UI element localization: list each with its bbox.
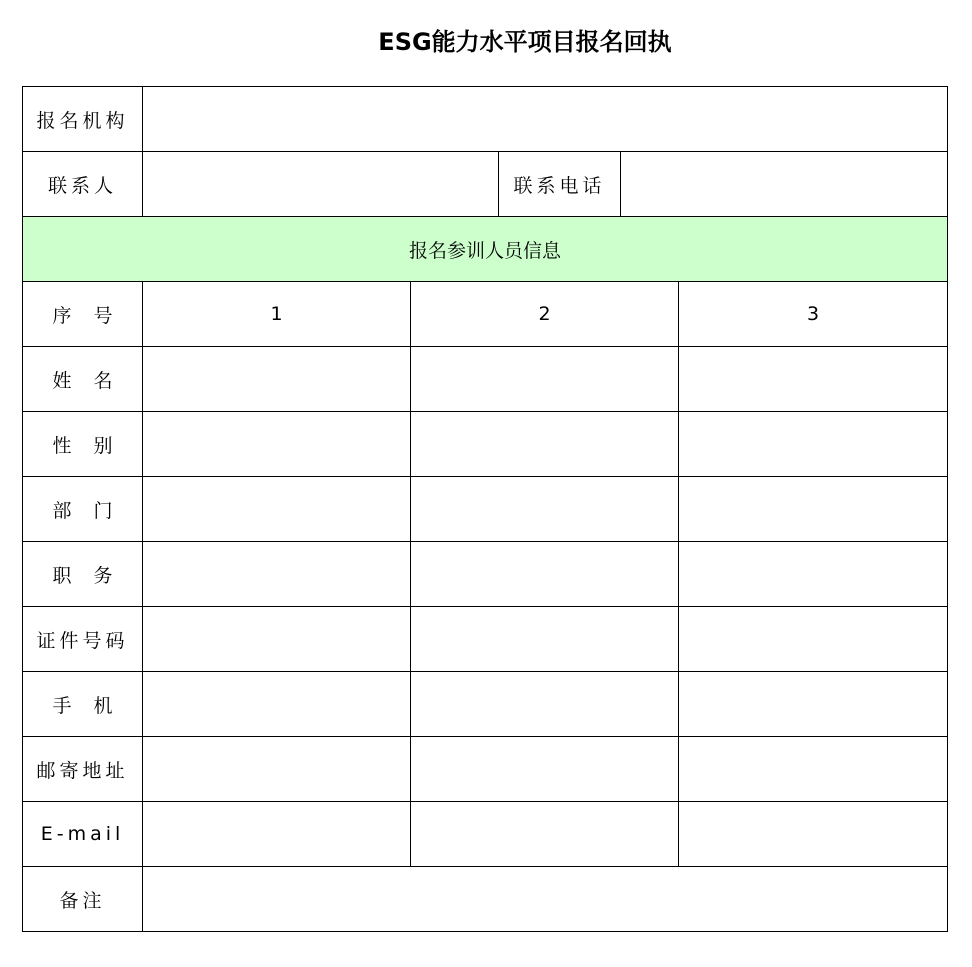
section-title: 报名参训人员信息	[23, 217, 948, 282]
phone-input-cell[interactable]	[621, 152, 948, 217]
field-label: 证件号码	[23, 607, 143, 672]
field-row	[23, 737, 948, 802]
field-input-cell-1[interactable]	[143, 412, 411, 477]
field-input-cell-2[interactable]	[411, 737, 679, 802]
page-title: ESG能力水平项目报名回执	[378, 28, 672, 56]
field-input-cell-1[interactable]	[143, 347, 411, 412]
org-row	[23, 87, 948, 152]
section-header-row	[23, 217, 948, 282]
field-label: 手机	[23, 672, 143, 737]
field-input-cell-1[interactable]	[143, 542, 411, 607]
field-input-cell-3[interactable]	[679, 347, 948, 412]
field-input-cell-3[interactable]	[679, 672, 948, 737]
col-number-1: 1	[143, 282, 411, 347]
field-label: 邮寄地址	[23, 737, 143, 802]
field-row	[23, 477, 948, 542]
field-row	[23, 607, 948, 672]
field-rows	[23, 347, 948, 867]
field-row	[23, 347, 948, 412]
field-row	[23, 542, 948, 607]
field-row	[23, 802, 948, 867]
field-row	[23, 412, 948, 477]
field-input-cell-1[interactable]	[143, 672, 411, 737]
field-input-cell-3[interactable]	[679, 477, 948, 542]
field-input-cell-1[interactable]	[143, 802, 411, 867]
field-label: 职务	[23, 542, 143, 607]
col-number-3: 3	[679, 282, 948, 347]
field-input-cell-3[interactable]	[679, 737, 948, 802]
field-input-cell-2[interactable]	[411, 412, 679, 477]
field-input-cell-3[interactable]	[679, 802, 948, 867]
seq-row	[23, 282, 948, 347]
field-input-cell-3[interactable]	[679, 607, 948, 672]
field-input-cell-2[interactable]	[411, 672, 679, 737]
contact-input-cell[interactable]	[143, 152, 499, 217]
col-number-2: 2	[411, 282, 679, 347]
field-input-cell-2[interactable]	[411, 347, 679, 412]
org-input-cell[interactable]	[143, 87, 948, 152]
field-input-cell-2[interactable]	[411, 542, 679, 607]
field-input-cell-1[interactable]	[143, 607, 411, 672]
field-input-cell-2[interactable]	[411, 477, 679, 542]
field-label: 部门	[23, 477, 143, 542]
field-row	[23, 672, 948, 737]
remarks-row	[23, 867, 948, 932]
field-input-cell-3[interactable]	[679, 542, 948, 607]
field-label: 姓名	[23, 347, 143, 412]
seq-label: 序号	[23, 282, 143, 347]
field-input-cell-2[interactable]	[411, 607, 679, 672]
org-label: 报名机构	[23, 87, 143, 152]
field-input-cell-1[interactable]	[143, 737, 411, 802]
registration-form-table	[22, 86, 948, 932]
contact-row	[23, 152, 948, 217]
field-label: 性别	[23, 412, 143, 477]
contact-label: 联系人	[23, 152, 143, 217]
field-input-cell-2[interactable]	[411, 802, 679, 867]
phone-label: 联系电话	[499, 152, 621, 217]
field-input-cell-1[interactable]	[143, 477, 411, 542]
remarks-input-cell[interactable]	[143, 867, 948, 932]
field-input-cell-3[interactable]	[679, 412, 948, 477]
remarks-label: 备注	[23, 867, 143, 932]
field-label: E-mail	[23, 802, 143, 867]
